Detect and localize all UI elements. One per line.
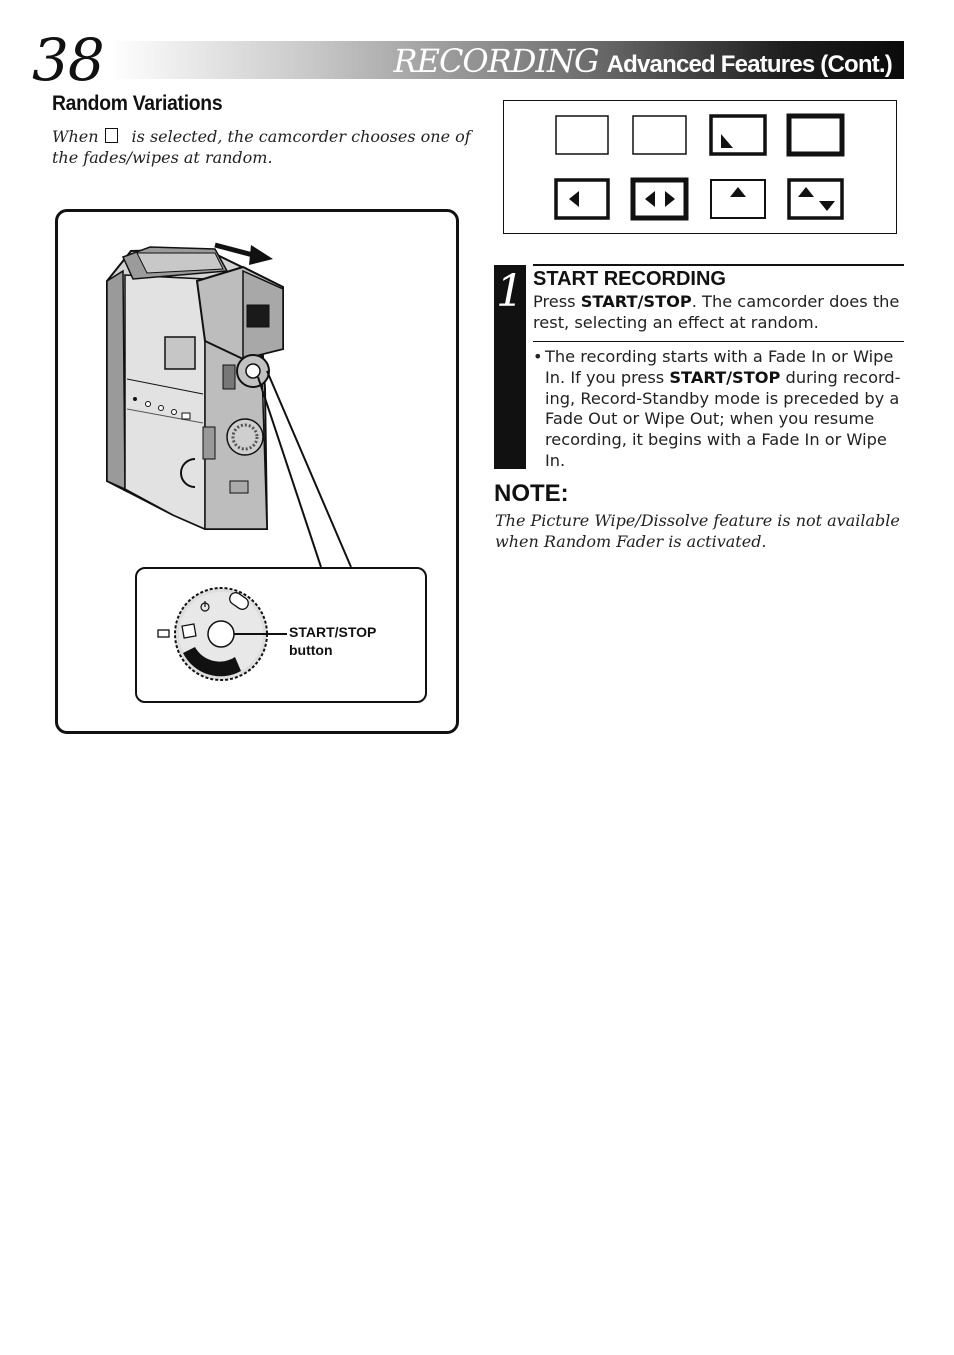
start-stop-key: START/STOP [580,292,692,311]
step-divider [533,341,904,342]
page-number: 38 [32,26,104,94]
bullet-text-2: during record-ing, Record-Standby mode is preceded by a Fade Out or Wipe Out; when you resume recording, it begins with a Fade In or Wipe In. [545,367,901,470]
start-stop-button-label [289,623,376,659]
fade-white-icon [556,116,608,154]
scroll-wipe-icon [711,180,765,218]
label-line-1: START/STOP [289,624,377,640]
step-text-press: Press [533,292,576,311]
effects-icon-grid [503,100,897,234]
note-heading: NOTE: [494,480,569,507]
door-wipe-icon [633,180,686,218]
header-title-sub: Advanced Features (Cont.) [606,51,892,78]
camcorder [107,247,283,529]
step-heading: START RECORDING [533,268,726,290]
header-title-main: RECORDING [393,42,599,80]
corner-wipe-icon [789,180,842,218]
shutter-wipe-icon [789,116,842,154]
section-title: Random Variations [52,92,223,115]
bullet-dot: • [533,347,543,366]
bullet-start-stop-key: START/STOP [669,367,781,387]
slide-wipe-icon [556,180,608,218]
note-text: The Picture Wipe/Dissolve feature is not available when Random Fader is activated. [495,511,900,551]
random-fader-icon [105,128,118,143]
mosaic-fade-icon [711,116,765,154]
label-line-2: button [289,642,333,658]
step-instruction [533,292,905,334]
intro-text-after: is selected, the camcorder chooses one of the fades/wipes at random. [52,127,471,167]
intro-paragraph [52,126,472,168]
dial-icon [135,567,427,703]
bullet-text-1: The recording starts with a Fade In or Wipe In. If you press [545,347,894,387]
step-text-rest: . The camcorder does the rest, selecting an effect at random. [533,292,900,332]
intro-text-before: When [52,127,99,146]
fade-black-icon [633,116,686,154]
step-number: 1 [496,266,524,317]
page-header-title [393,44,892,84]
step-bullet [533,347,905,472]
